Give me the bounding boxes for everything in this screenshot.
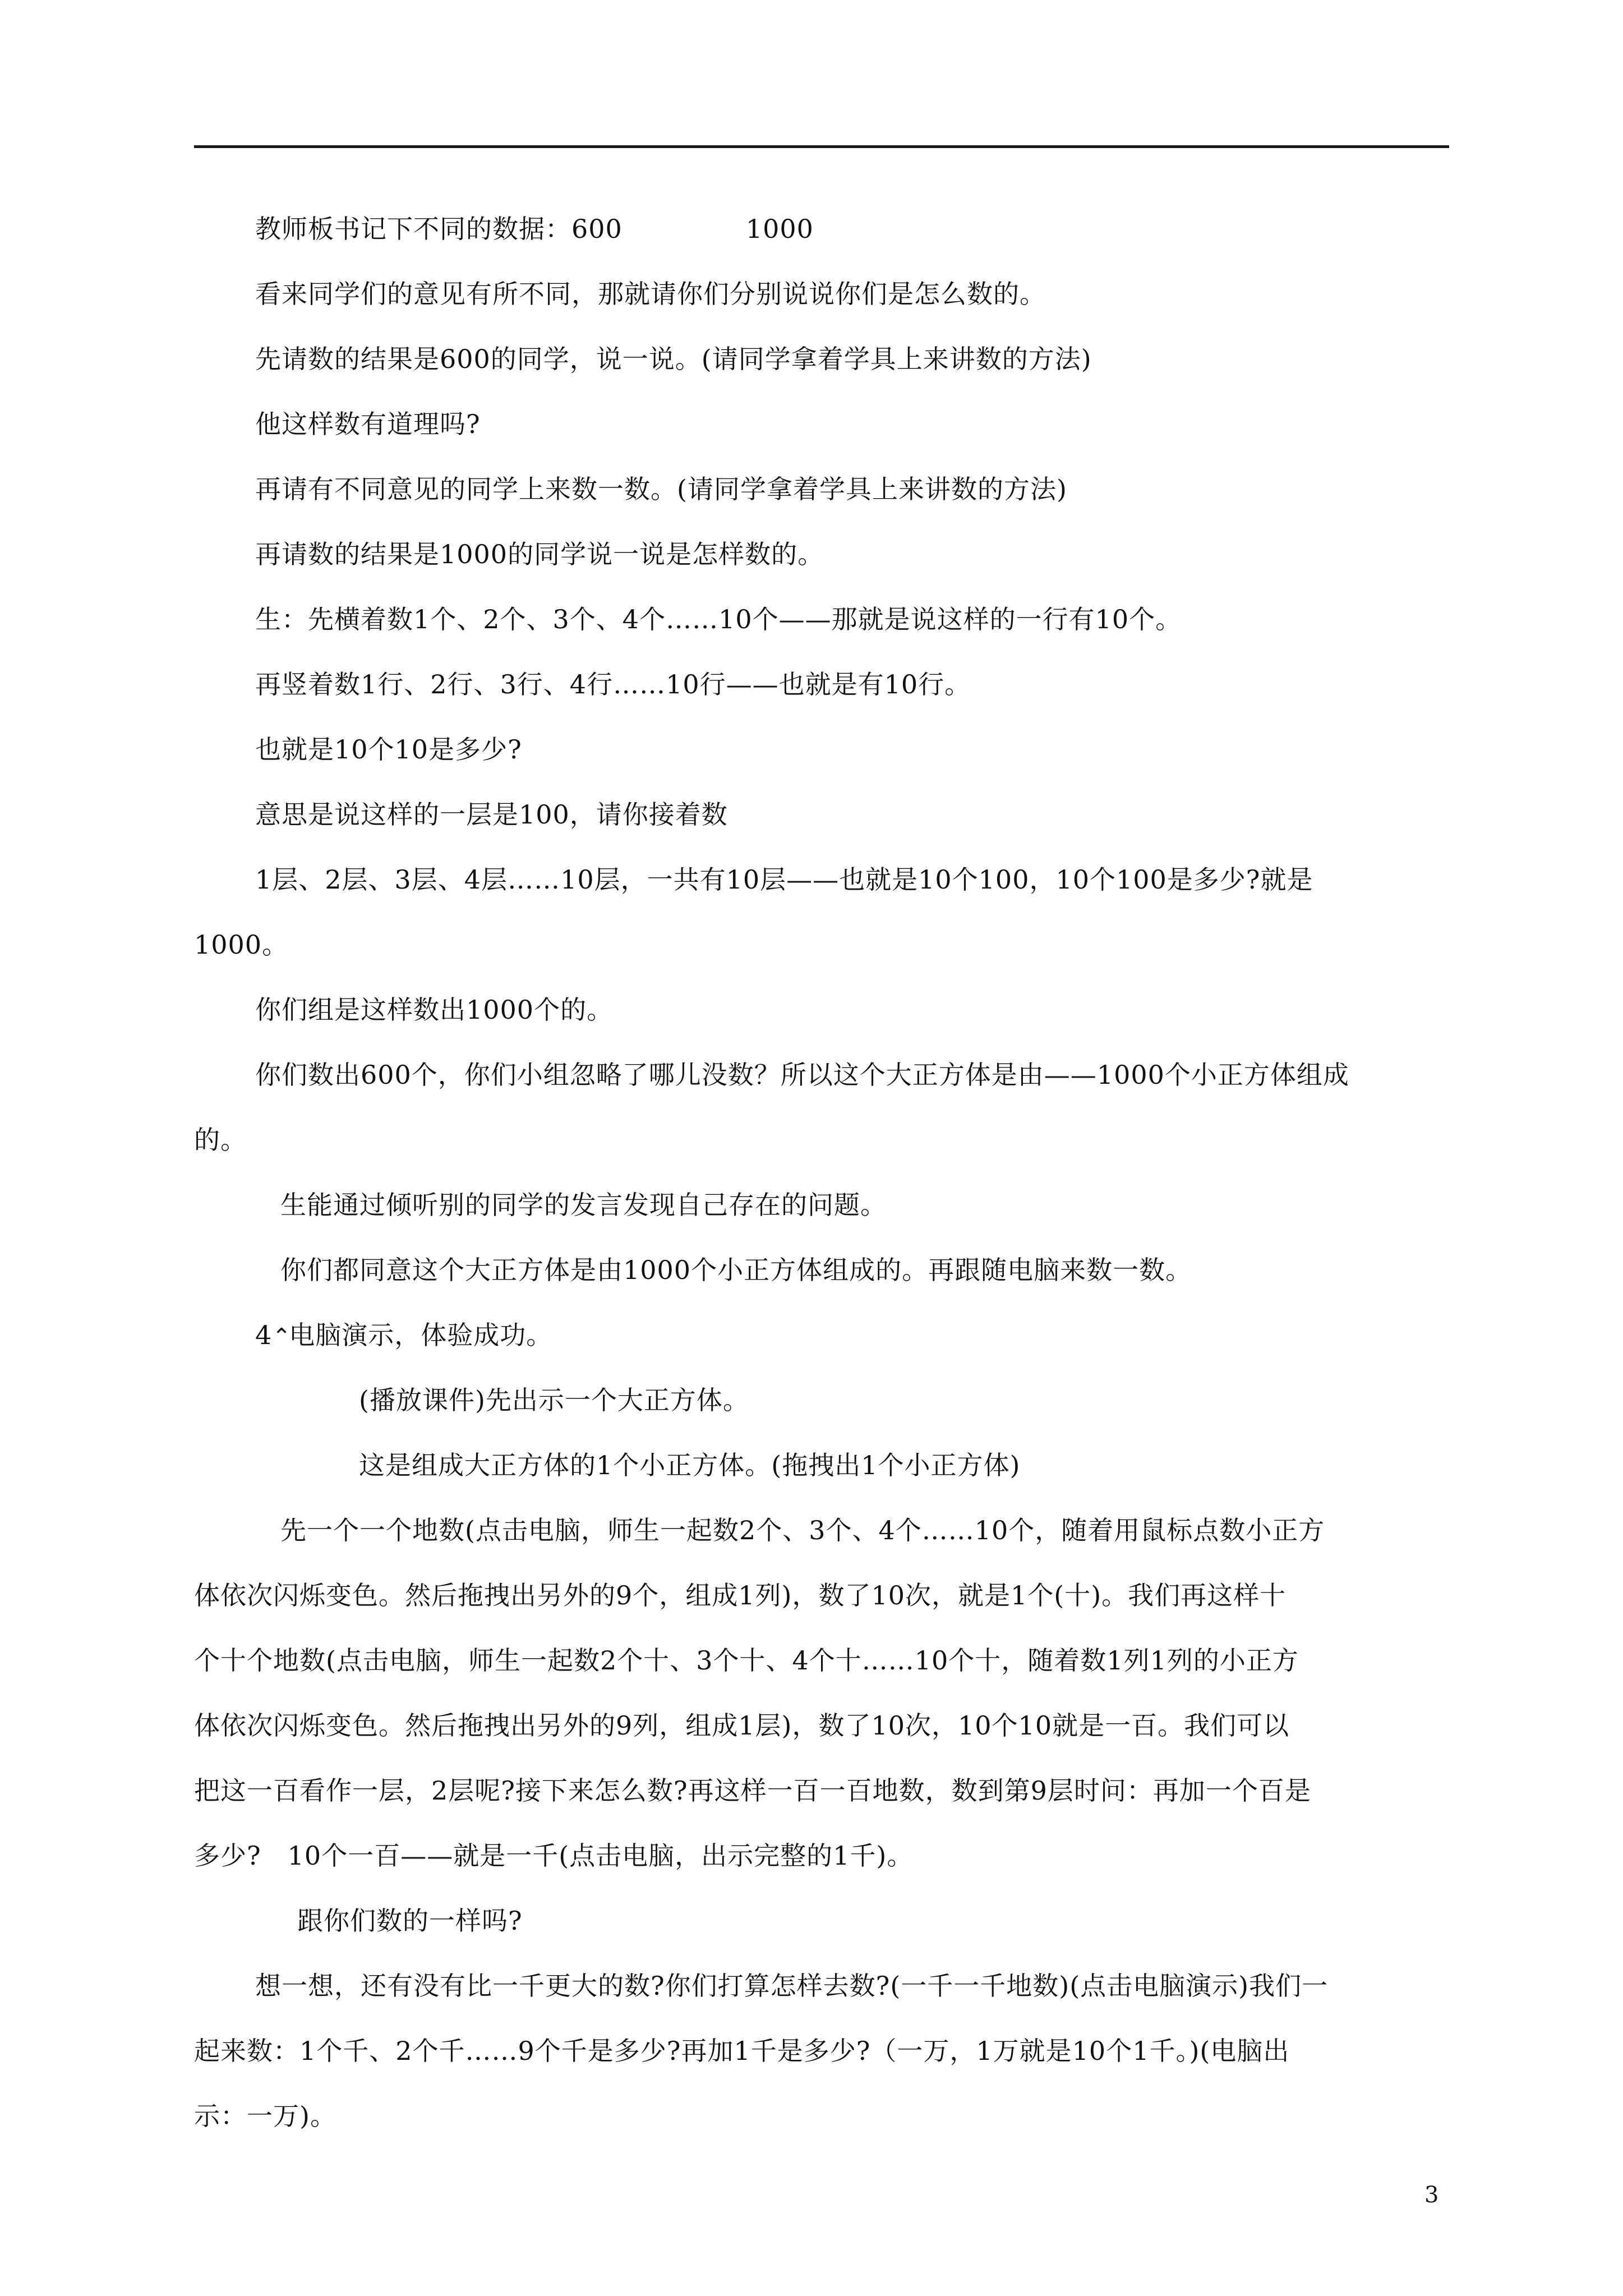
caret-up-icon: ⌃	[272, 1324, 292, 1350]
text-line: 起来数：1个千、2个千……9个千是多少?再加1千是多少?（一万，1万就是10个1千。)(电脑出	[194, 2036, 1290, 2066]
text-line: 生能通过倾听别的同学的发言发现自己存在的问题。	[280, 1190, 887, 1220]
text-line: 多少? 10个一百——就是一千(点击电脑，出示完整的1千)。	[194, 1841, 914, 1871]
text-segment: 1000	[745, 214, 814, 244]
text-line: 想一想，还有没有比一千更大的数?你们打算怎样去数?(一千一千地数)(点击电脑演示)我们一	[255, 1971, 1329, 2001]
text-line: 也就是10个10是多少?	[255, 734, 522, 765]
text-line: 示：一万)。	[194, 2101, 336, 2131]
text-line	[255, 213, 814, 245]
text-line: 先请数的结果是600的同学，说一说。(请同学拿着学具上来讲数的方法)	[255, 344, 1092, 374]
text-line: 再竖着数1行、2行、3行、4行……10行——也就是有10行。	[255, 669, 971, 700]
text-line: 体依次闪烁变色。然后拖拽出另外的9列，组成1层)，数了10次，10个10就是一百。我们可以	[194, 1710, 1290, 1741]
text-line: 先一个一个地数(点击电脑，师生一起数2个、3个、4个……10个，随着用鼠标点数小正方	[280, 1515, 1325, 1545]
text-line: 1层、2层、3层、4层……10层，一共有10层——也就是10个100，10个100是多少?就是	[255, 864, 1313, 895]
text-line: 生：先横着数1个、2个、3个、4个……10个——那就是说这样的一行有10个。	[255, 604, 1182, 634]
text-line: 再请数的结果是1000的同学说一说是怎样数的。	[255, 539, 824, 569]
page-number: 3	[1424, 2182, 1439, 2208]
header-rule	[194, 145, 1449, 148]
text-line: 的。	[194, 1125, 247, 1155]
text-segment: 教师板书记下不同的数据：600	[255, 214, 623, 244]
text-line: 个十个地数(点击电脑，师生一起数2个十、3个十、4个十……10个十，随着数1列1列的小正方	[194, 1645, 1299, 1676]
list-number: 4	[255, 1320, 273, 1350]
text-line: 你们都同意这个大正方体是由1000个小正方体组成的。再跟随电脑来数一数。	[280, 1255, 1192, 1285]
text-line: 再请有不同意见的同学上来数一数。(请同学拿着学具上来讲数的方法)	[255, 474, 1067, 504]
text-line: (播放课件)先出示一个大正方体。	[359, 1385, 749, 1415]
text-line: 意思是说这样的一层是100，请你接着数	[255, 799, 728, 830]
text-line: 你们数出600个，你们小组忽略了哪儿没数？所以这个大正方体是由——1000个小正方体组成	[255, 1060, 1349, 1090]
text-line: 跟你们数的一样吗?	[297, 1906, 523, 1936]
text-line: 把这一百看作一层，2层呢?接下来怎么数?再这样一百一百地数，数到第9层时问：再加一个百是	[194, 1775, 1311, 1806]
text-line: 你们组是这样数出1000个的。	[255, 995, 614, 1025]
text-line: 1000。	[194, 930, 289, 960]
text-line: 这是组成大正方体的1个小正方体。(拖拽出1个小正方体)	[359, 1450, 1021, 1480]
text-line: 他这样数有道理吗?	[255, 409, 481, 439]
text-line	[255, 1319, 552, 1352]
text-segment: 电脑演示，体验成功。	[289, 1320, 553, 1350]
text-line: 体依次闪烁变色。然后拖拽出另外的9个，组成1列)，数了10次，就是1个(十)。我们再这样十	[194, 1580, 1287, 1611]
text-line: 看来同学们的意见有所不同，那就请你们分别说说你们是怎么数的。	[255, 279, 1046, 309]
